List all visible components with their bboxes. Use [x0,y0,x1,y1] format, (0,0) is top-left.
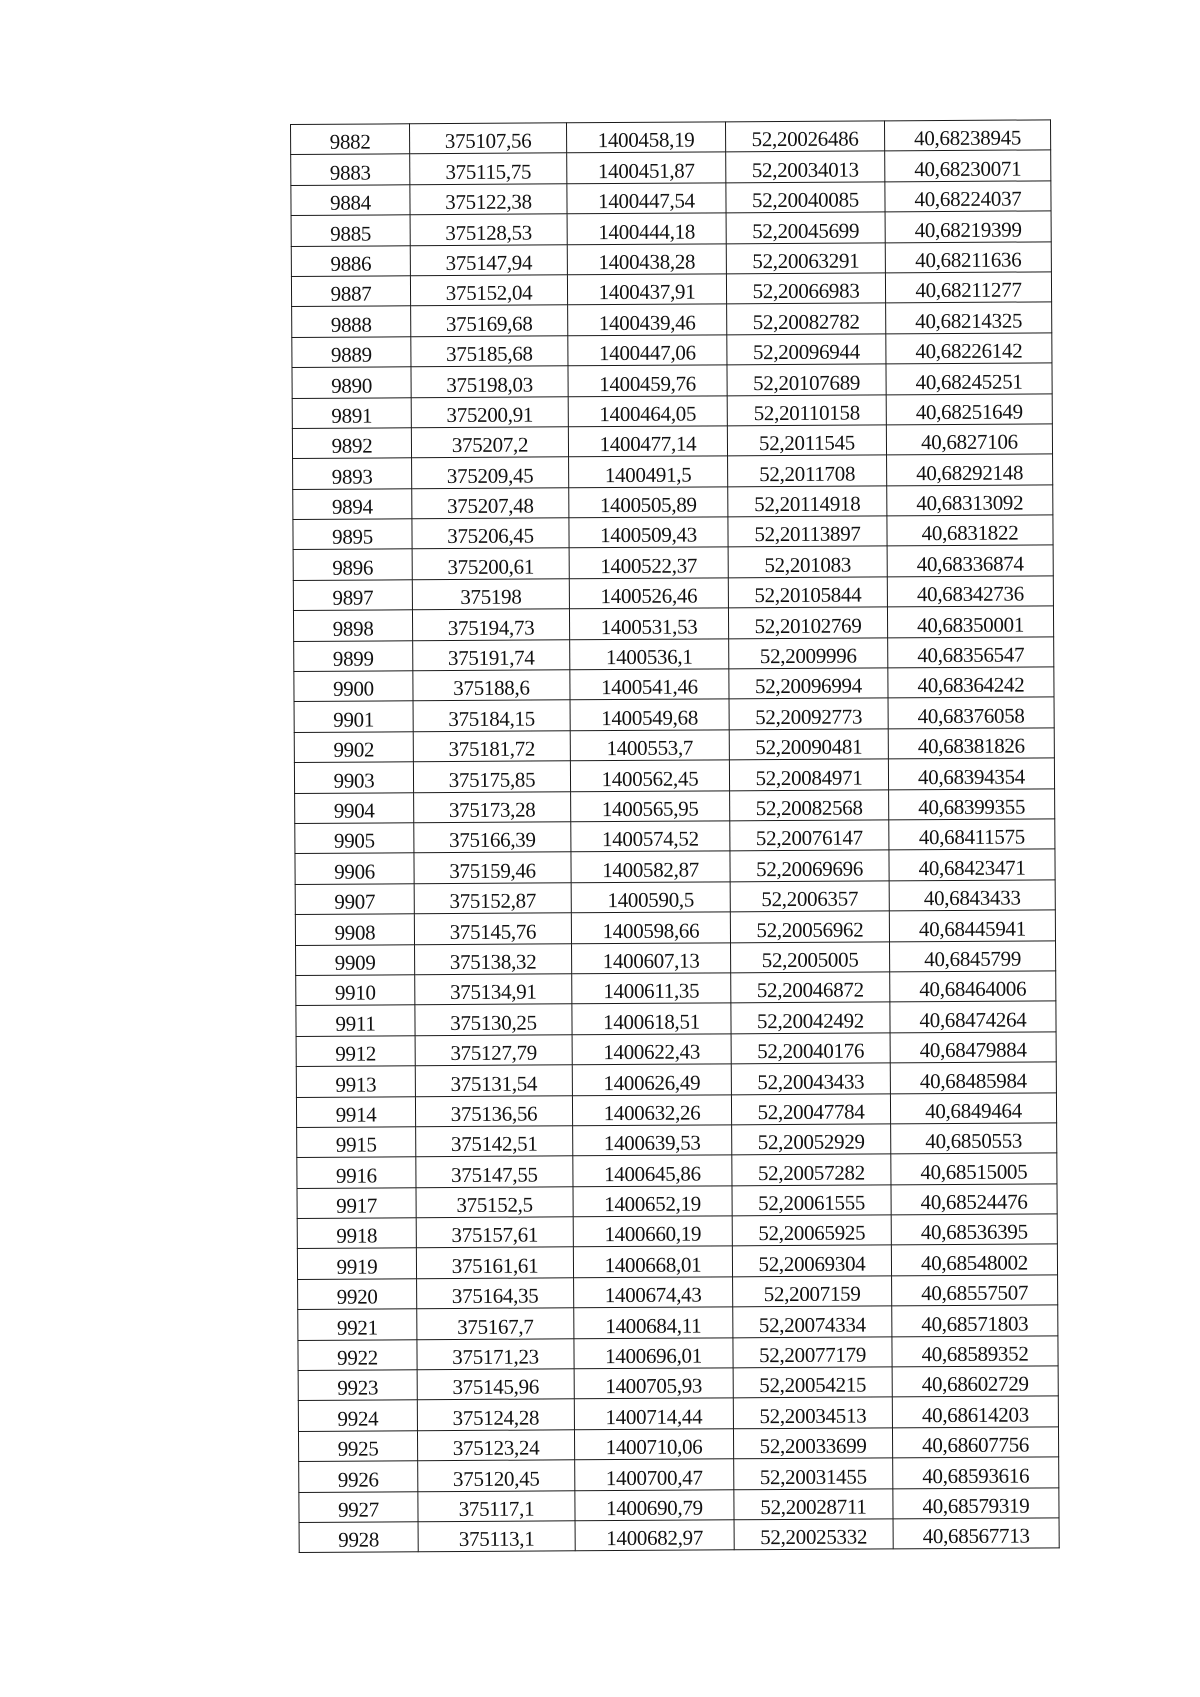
latitude-cell: 52,20034013 [726,151,885,182]
point-number-cell: 9913 [296,1066,415,1097]
y-coordinate-cell: 1400626,49 [572,1064,731,1095]
point-number-cell: 9922 [298,1339,417,1370]
table-row [293,545,1053,580]
x-coordinate-cell: 375128,53 [410,214,567,245]
latitude-cell: 52,20110158 [727,394,886,425]
x-coordinate-cell: 375173,28 [414,791,571,822]
y-coordinate-cell: 1400674,43 [574,1277,733,1308]
x-coordinate-cell: 375171,23 [417,1338,574,1369]
longitude-cell: 40,68536395 [891,1214,1057,1245]
table-row [291,272,1051,307]
latitude-cell: 52,20077179 [733,1336,892,1367]
point-number-cell: 9910 [296,975,415,1006]
x-coordinate-cell: 375169,68 [411,305,568,336]
latitude-cell: 52,20034513 [733,1397,892,1428]
latitude-cell: 52,20028711 [734,1488,893,1519]
y-coordinate-cell: 1400549,68 [570,699,729,730]
y-coordinate-cell: 1400553,7 [570,730,729,761]
table-row [296,1092,1056,1127]
x-coordinate-cell: 375188,6 [413,670,570,701]
latitude-cell: 52,20066983 [726,273,885,304]
table-row [291,181,1051,216]
latitude-cell: 52,20063291 [726,242,885,273]
coordinate-table-container [290,119,1054,1553]
x-coordinate-cell: 375194,73 [412,609,569,640]
x-coordinate-cell: 375198 [412,579,569,610]
x-coordinate-cell: 375184,15 [413,700,570,731]
longitude-cell: 40,68230071 [885,150,1051,181]
table-row [291,150,1051,185]
y-coordinate-cell: 1400477,14 [568,426,727,457]
y-coordinate-cell: 1400690,79 [575,1489,734,1520]
latitude-cell: 52,20092773 [729,698,888,729]
latitude-cell: 52,2011708 [728,455,887,486]
longitude-cell: 40,68567713 [893,1518,1059,1549]
latitude-cell: 52,20096944 [727,334,886,365]
y-coordinate-cell: 1400652,19 [573,1185,732,1216]
y-coordinate-cell: 1400660,19 [573,1216,732,1247]
longitude-cell: 40,68474264 [890,1001,1056,1032]
coordinate-table [290,119,1060,1553]
point-number-cell: 9888 [292,306,411,337]
x-coordinate-cell: 375127,79 [415,1035,572,1066]
point-number-cell: 9891 [292,397,411,428]
longitude-cell: 40,68350001 [887,606,1053,637]
table-row [297,1244,1057,1279]
table-row [292,363,1052,398]
latitude-cell: 52,20042492 [731,1002,890,1033]
point-number-cell: 9908 [295,914,414,945]
y-coordinate-cell: 1400491,5 [569,456,728,487]
point-number-cell: 9895 [293,519,412,550]
point-number-cell: 9917 [297,1187,416,1218]
x-coordinate-cell: 375136,56 [415,1095,572,1126]
y-coordinate-cell: 1400437,91 [567,274,726,305]
latitude-cell: 52,20114918 [728,486,887,517]
longitude-cell: 40,68394354 [888,758,1054,789]
x-coordinate-cell: 375207,48 [412,487,569,518]
table-row [296,971,1056,1006]
longitude-cell: 40,68423471 [889,849,1055,880]
table-row [297,1153,1057,1188]
table-row [297,1214,1057,1249]
table-row [295,880,1055,915]
latitude-cell: 52,20046872 [731,972,890,1003]
y-coordinate-cell: 1400607,13 [572,942,731,973]
longitude-cell: 40,68211636 [885,241,1051,272]
latitude-cell: 52,20061555 [732,1185,891,1216]
y-coordinate-cell: 1400622,43 [572,1034,731,1065]
x-coordinate-cell: 375147,55 [416,1156,573,1187]
table-row [296,1001,1056,1036]
x-coordinate-cell: 375138,32 [415,943,572,974]
longitude-cell: 40,6831822 [887,515,1053,546]
y-coordinate-cell: 1400444,18 [567,213,726,244]
longitude-cell: 40,6843433 [889,880,1055,911]
x-coordinate-cell: 375122,38 [410,184,567,215]
x-coordinate-cell: 375152,04 [410,275,567,306]
table-row [294,758,1054,793]
table-row [298,1366,1058,1401]
latitude-cell: 52,20096994 [729,668,888,699]
y-coordinate-cell: 1400438,28 [567,243,726,274]
table-row [296,940,1056,975]
point-number-cell: 9920 [298,1279,417,1310]
y-coordinate-cell: 1400639,53 [573,1125,732,1156]
y-coordinate-cell: 1400598,66 [571,912,730,943]
latitude-cell: 52,2006357 [730,881,889,912]
latitude-cell: 52,20052929 [732,1124,891,1155]
table-row [298,1396,1058,1431]
table-row [295,910,1055,945]
point-number-cell: 9899 [294,640,413,671]
table-row [296,1032,1056,1067]
point-number-cell: 9921 [298,1309,417,1340]
latitude-cell: 52,20113897 [728,516,887,547]
table-row [292,333,1052,368]
x-coordinate-cell: 375145,76 [414,913,571,944]
longitude-cell: 40,68399355 [889,788,1055,819]
longitude-cell: 40,68557507 [892,1275,1058,1306]
latitude-cell: 52,20040176 [731,1033,890,1064]
longitude-cell: 40,68356547 [888,636,1054,667]
longitude-cell: 40,68292148 [887,454,1053,485]
x-coordinate-cell: 375115,75 [410,153,567,184]
point-number-cell: 9898 [293,610,412,641]
latitude-cell: 52,20056962 [730,911,889,942]
point-number-cell: 9914 [296,1096,415,1127]
latitude-cell: 52,20065925 [732,1215,891,1246]
point-number-cell: 9890 [292,367,411,398]
x-coordinate-cell: 375167,7 [417,1308,574,1339]
y-coordinate-cell: 1400505,89 [569,487,728,518]
y-coordinate-cell: 1400645,86 [573,1155,732,1186]
x-coordinate-cell: 375123,24 [417,1430,574,1461]
y-coordinate-cell: 1400464,05 [568,395,727,426]
point-number-cell: 9909 [296,944,415,975]
y-coordinate-cell: 1400611,35 [572,973,731,1004]
longitude-cell: 40,68336874 [887,545,1053,576]
longitude-cell: 40,68614203 [892,1396,1058,1427]
latitude-cell: 52,20082568 [730,789,889,820]
point-number-cell: 9928 [299,1522,418,1553]
x-coordinate-cell: 375113,1 [418,1521,575,1552]
longitude-cell: 40,68524476 [891,1184,1057,1215]
point-number-cell: 9892 [292,428,411,459]
latitude-cell: 52,20045699 [726,212,885,243]
table-row [293,515,1053,550]
latitude-cell: 52,20082782 [727,303,886,334]
longitude-cell: 40,68376058 [888,697,1054,728]
y-coordinate-cell: 1400459,76 [568,365,727,396]
table-row [293,485,1053,520]
y-coordinate-cell: 1400684,11 [574,1307,733,1338]
longitude-cell: 40,6849464 [890,1092,1056,1123]
x-coordinate-cell: 375166,39 [414,822,571,853]
x-coordinate-cell: 375152,87 [414,883,571,914]
y-coordinate-cell: 1400565,95 [571,790,730,821]
latitude-cell: 52,2005005 [731,941,890,972]
table-row [297,1184,1057,1219]
point-number-cell: 9900 [294,671,413,702]
longitude-cell: 40,68313092 [887,485,1053,516]
point-number-cell: 9885 [291,215,410,246]
x-coordinate-cell: 375161,61 [416,1247,573,1278]
x-coordinate-cell: 375206,45 [412,518,569,549]
longitude-cell: 40,68571803 [892,1305,1058,1336]
x-coordinate-cell: 375164,35 [417,1278,574,1309]
point-number-cell: 9883 [291,154,410,185]
longitude-cell: 40,68251649 [886,393,1052,424]
latitude-cell: 52,20090481 [729,729,888,760]
x-coordinate-cell: 375157,61 [416,1217,573,1248]
longitude-cell: 40,68464006 [890,971,1056,1002]
table-row [293,576,1053,611]
latitude-cell: 52,20057282 [732,1154,891,1185]
point-number-cell: 9901 [294,701,413,732]
point-number-cell: 9923 [298,1370,417,1401]
y-coordinate-cell: 1400714,44 [574,1398,733,1429]
y-coordinate-cell: 1400458,19 [566,122,725,153]
longitude-cell: 40,68214325 [886,302,1052,333]
table-row [291,120,1051,155]
table-row [291,241,1051,276]
y-coordinate-cell: 1400447,54 [567,183,726,214]
x-coordinate-cell: 375198,03 [411,366,568,397]
point-number-cell: 9905 [295,823,414,854]
y-coordinate-cell: 1400700,47 [575,1459,734,1490]
longitude-cell: 40,68602729 [892,1366,1058,1397]
y-coordinate-cell: 1400705,93 [574,1368,733,1399]
latitude-cell: 52,201083 [728,546,887,577]
y-coordinate-cell: 1400562,45 [570,760,729,791]
y-coordinate-cell: 1400522,37 [569,547,728,578]
table-row [292,424,1052,459]
longitude-cell: 40,68411575 [889,819,1055,850]
point-number-cell: 9912 [296,1035,415,1066]
latitude-cell: 52,2009996 [729,637,888,668]
longitude-cell: 40,68342736 [887,576,1053,607]
longitude-cell: 40,68548002 [891,1244,1057,1275]
latitude-cell: 52,20043433 [731,1063,890,1094]
x-coordinate-cell: 375191,74 [413,639,570,670]
longitude-cell: 40,6827106 [886,424,1052,455]
y-coordinate-cell: 1400451,87 [567,152,726,183]
y-coordinate-cell: 1400582,87 [571,851,730,882]
point-number-cell: 9927 [299,1491,418,1522]
y-coordinate-cell: 1400682,97 [575,1520,734,1551]
x-coordinate-cell: 375152,5 [416,1186,573,1217]
point-number-cell: 9918 [297,1218,416,1249]
x-coordinate-cell: 375175,85 [413,761,570,792]
latitude-cell: 52,20069696 [730,850,889,881]
x-coordinate-cell: 375131,54 [415,1065,572,1096]
table-row [296,1062,1056,1097]
table-row [297,1123,1057,1158]
table-row [293,454,1053,489]
latitude-cell: 52,20054215 [733,1367,892,1398]
longitude-cell: 40,68589352 [892,1335,1058,1366]
y-coordinate-cell: 1400574,52 [571,821,730,852]
x-coordinate-cell: 375181,72 [413,731,570,762]
y-coordinate-cell: 1400509,43 [569,517,728,548]
longitude-cell: 40,68579319 [893,1487,1059,1518]
longitude-cell: 40,68219399 [885,211,1051,242]
longitude-cell: 40,68224037 [885,181,1051,212]
point-number-cell: 9896 [293,549,412,580]
longitude-cell: 40,68245251 [886,363,1052,394]
point-number-cell: 9887 [291,276,410,307]
y-coordinate-cell: 1400536,1 [570,638,729,669]
point-number-cell: 9925 [298,1431,417,1462]
longitude-cell: 40,68607756 [892,1427,1058,1458]
longitude-cell: 40,6850553 [891,1123,1057,1154]
latitude-cell: 52,20031455 [734,1458,893,1489]
x-coordinate-cell: 375107,56 [410,123,567,154]
point-number-cell: 9926 [299,1461,418,1492]
longitude-cell: 40,68364242 [888,667,1054,698]
longitude-cell: 40,68479884 [890,1032,1056,1063]
y-coordinate-cell: 1400710,06 [574,1429,733,1460]
y-coordinate-cell: 1400590,5 [571,882,730,913]
x-coordinate-cell: 375145,96 [417,1369,574,1400]
latitude-cell: 52,20047784 [731,1093,890,1124]
table-row [298,1335,1058,1370]
point-number-cell: 9907 [295,884,414,915]
latitude-cell: 52,2011545 [727,425,886,456]
point-number-cell: 9904 [295,792,414,823]
latitude-cell: 52,20102769 [728,607,887,638]
longitude-cell: 40,68238945 [884,120,1050,151]
point-number-cell: 9893 [293,458,412,489]
x-coordinate-cell: 375117,1 [418,1490,575,1521]
point-number-cell: 9897 [293,580,412,611]
coordinate-table-body [291,120,1060,1553]
longitude-cell: 40,68226142 [886,333,1052,364]
latitude-cell: 52,20025332 [734,1519,893,1550]
point-number-cell: 9906 [295,853,414,884]
y-coordinate-cell: 1400447,06 [568,335,727,366]
latitude-cell: 52,20033699 [733,1428,892,1459]
table-row [299,1457,1059,1492]
table-row [298,1427,1058,1462]
longitude-cell: 40,68381826 [888,728,1054,759]
latitude-cell: 52,20069304 [732,1245,891,1276]
y-coordinate-cell: 1400618,51 [572,1003,731,1034]
x-coordinate-cell: 375159,46 [414,852,571,883]
point-number-cell: 9911 [296,1005,415,1036]
table-row [295,819,1055,854]
table-row [294,728,1054,763]
y-coordinate-cell: 1400696,01 [574,1337,733,1368]
table-row [299,1518,1059,1553]
longitude-cell: 40,6845799 [890,940,1056,971]
point-number-cell: 9924 [298,1400,417,1431]
table-row [298,1275,1058,1310]
latitude-cell: 52,20107689 [727,364,886,395]
latitude-cell: 52,20076147 [730,820,889,851]
x-coordinate-cell: 375207,2 [411,427,568,458]
latitude-cell: 52,20084971 [729,759,888,790]
x-coordinate-cell: 375124,28 [417,1399,574,1430]
point-number-cell: 9889 [292,337,411,368]
point-number-cell: 9903 [294,762,413,793]
y-coordinate-cell: 1400668,01 [573,1246,732,1277]
x-coordinate-cell: 375134,91 [415,974,572,1005]
x-coordinate-cell: 375142,51 [416,1126,573,1157]
table-row [294,697,1054,732]
latitude-cell: 52,20074334 [733,1306,892,1337]
latitude-cell: 52,20105844 [728,577,887,608]
x-coordinate-cell: 375185,68 [411,336,568,367]
x-coordinate-cell: 375200,91 [411,396,568,427]
table-row [299,1487,1059,1522]
table-row [294,667,1054,702]
x-coordinate-cell: 375209,45 [412,457,569,488]
longitude-cell: 40,68593616 [893,1457,1059,1488]
latitude-cell: 52,20040085 [726,182,885,213]
table-row [294,636,1054,671]
point-number-cell: 9884 [291,185,410,216]
x-coordinate-cell: 375200,61 [412,548,569,579]
point-number-cell: 9919 [297,1248,416,1279]
table-row [298,1305,1058,1340]
x-coordinate-cell: 375147,94 [410,244,567,275]
point-number-cell: 9916 [297,1157,416,1188]
point-number-cell: 9915 [297,1127,416,1158]
y-coordinate-cell: 1400439,46 [568,304,727,335]
longitude-cell: 40,68445941 [889,910,1055,941]
y-coordinate-cell: 1400531,53 [569,608,728,639]
table-row [292,302,1052,337]
latitude-cell: 52,20026486 [725,121,884,152]
point-number-cell: 9886 [291,245,410,276]
table-row [293,606,1053,641]
point-number-cell: 9902 [294,732,413,763]
table-row [292,393,1052,428]
point-number-cell: 9882 [291,124,410,155]
point-number-cell: 9894 [293,488,412,519]
y-coordinate-cell: 1400526,46 [569,578,728,609]
x-coordinate-cell: 375120,45 [418,1460,575,1491]
longitude-cell: 40,68515005 [891,1153,1057,1184]
table-row [295,788,1055,823]
longitude-cell: 40,68485984 [890,1062,1056,1093]
y-coordinate-cell: 1400632,26 [572,1094,731,1125]
x-coordinate-cell: 375130,25 [415,1004,572,1035]
table-row [295,849,1055,884]
latitude-cell: 52,2007159 [733,1276,892,1307]
y-coordinate-cell: 1400541,46 [570,669,729,700]
longitude-cell: 40,68211277 [885,272,1051,303]
table-row [291,211,1051,246]
